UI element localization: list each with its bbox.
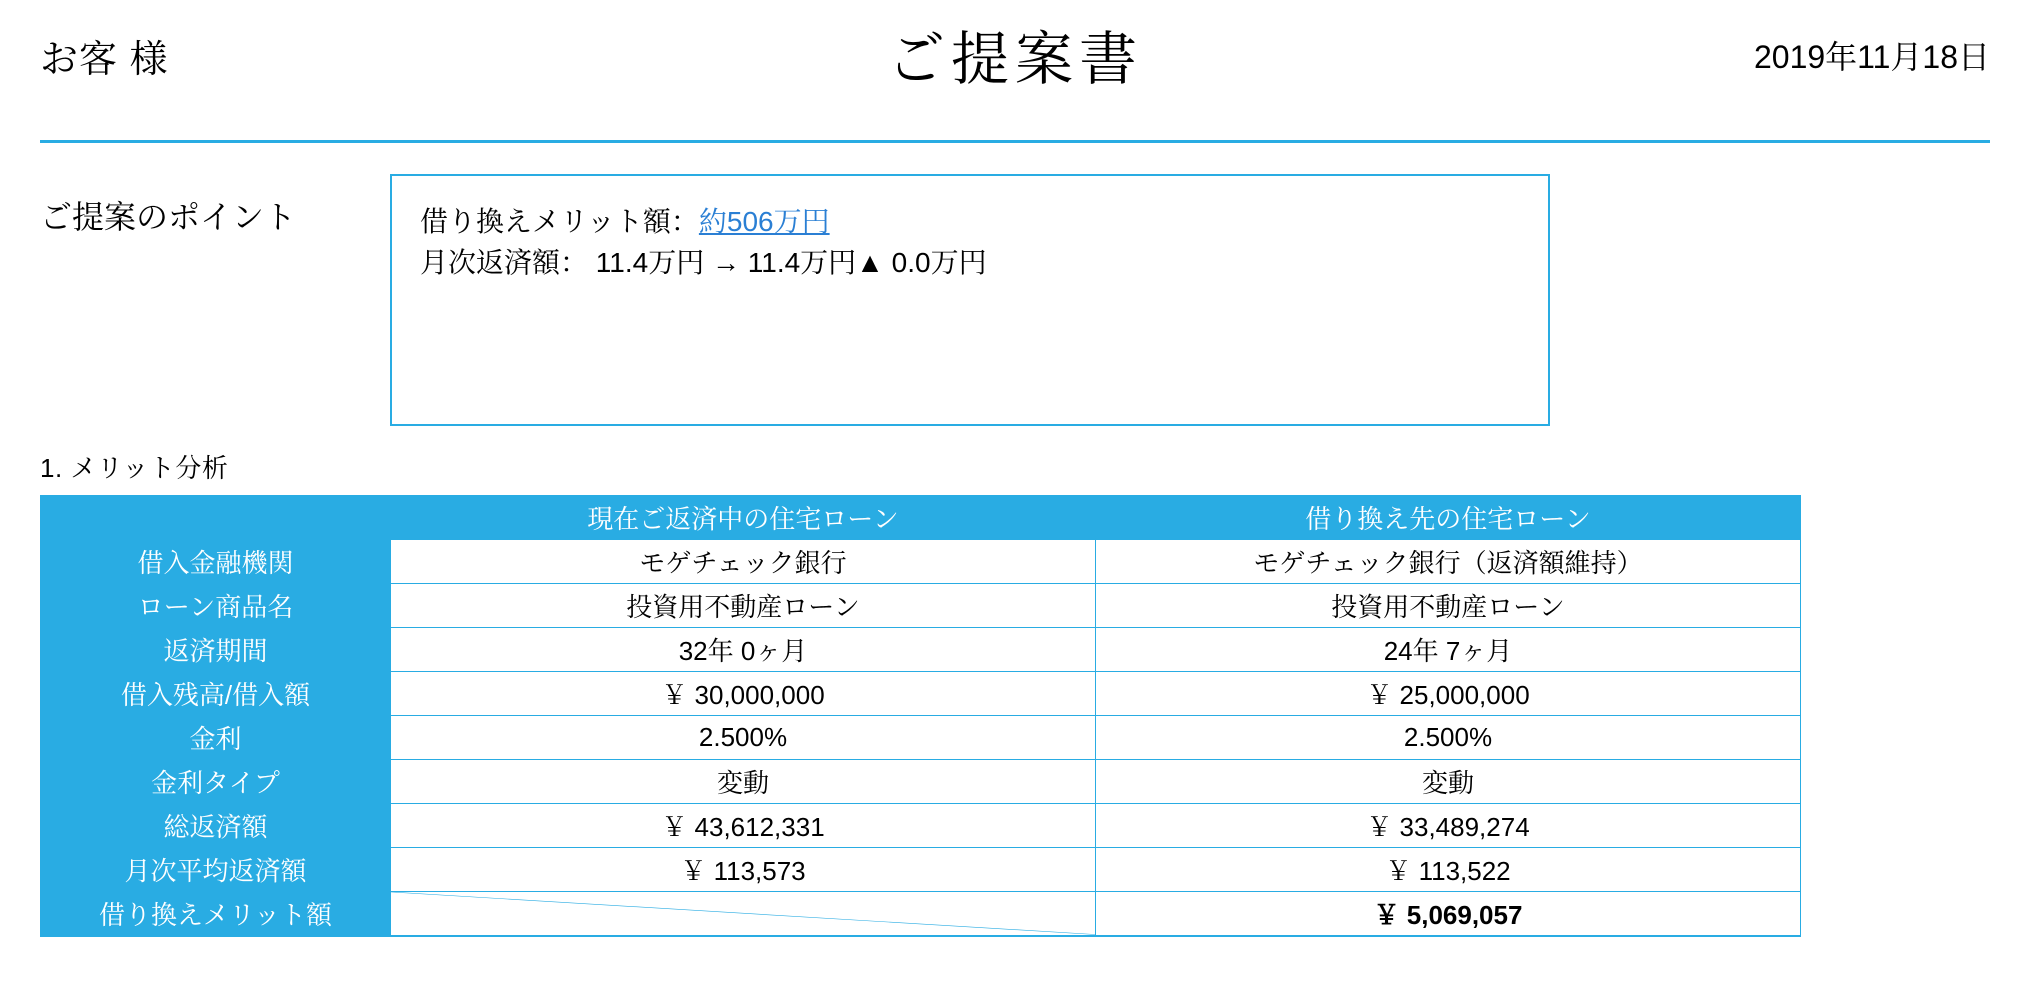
row-value-new: ￥ 33,489,274 [1096,804,1801,848]
merit-amount-link[interactable]: 約506万円 [698,206,830,237]
proposal-points-box [390,174,1550,426]
row-label: 借入残高/借入額 [41,672,391,716]
section-heading-merit-analysis: 1. メリット分析 [40,453,229,483]
row-label: 借り換えメリット額 [41,892,391,936]
row-value-current-empty [391,892,1096,936]
row-label: 総返済額 [41,804,391,848]
table-row [41,760,1801,804]
row-label: ローン商品名 [41,584,391,628]
row-value-current: 2.500% [391,716,1096,760]
row-label: 金利 [41,716,391,760]
row-value-current: 投資用不動産ローン [391,584,1096,628]
proposal-points-label: ご提案のポイント [40,199,297,235]
row-value-new: 2.500% [1096,716,1801,760]
table-row [41,716,1801,760]
row-value-new: 投資用不動産ローン [1096,584,1801,628]
merit-amount-prefix: 借り換えメリット額： [420,206,699,237]
row-label: 借入金融機関 [41,540,391,584]
table-row [41,672,1801,716]
table-header-blank [41,496,391,540]
diagonal-strike-icon [391,892,1095,935]
proposal-points-section [40,164,1990,434]
row-value-new: ￥ 113,522 [1096,848,1801,892]
merit-analysis-table [40,495,1801,937]
row-value-new: ￥ 5,069,057 [1096,892,1801,936]
table-header-row [41,496,1801,540]
row-value-current: モゲチェック銀行 [391,540,1096,584]
document-date: 2019年11月18日 [1753,39,1990,75]
row-label: 返済期間 [41,628,391,672]
row-value-current: ￥ 113,573 [391,848,1096,892]
header-divider [40,140,1990,143]
row-label: 月次平均返済額 [41,848,391,892]
row-label: 金利タイプ [41,760,391,804]
row-value-new: 24年 7ヶ月 [1096,628,1801,672]
row-value-new: ￥ 25,000,000 [1096,672,1801,716]
table-header-new-loan: 借り換え先の住宅ローン [1096,496,1801,540]
table-row [41,892,1801,936]
monthly-payment-line: 月次返済額： 11.4万円 → 11.4万円▲ 0.0万円 [420,246,987,278]
table-row [41,848,1801,892]
merit-amount-line [420,202,1520,243]
customer-name: お客 様 [40,39,169,81]
row-value-current: ￥ 30,000,000 [391,672,1096,716]
row-value-current: 32年 0ヶ月 [391,628,1096,672]
row-value-new: 変動 [1096,760,1801,804]
table-row [41,584,1801,628]
table-row [41,804,1801,848]
table-row [41,540,1801,584]
row-value-current: ￥ 43,612,331 [391,804,1096,848]
table-header-current-loan: 現在ご返済中の住宅ローン [391,496,1096,540]
row-value-new: モゲチェック銀行（返済額維持） [1096,540,1801,584]
page-title: ご提案書 [886,27,1143,92]
document-header [40,0,1990,120]
table-row [41,628,1801,672]
row-value-current: 変動 [391,760,1096,804]
